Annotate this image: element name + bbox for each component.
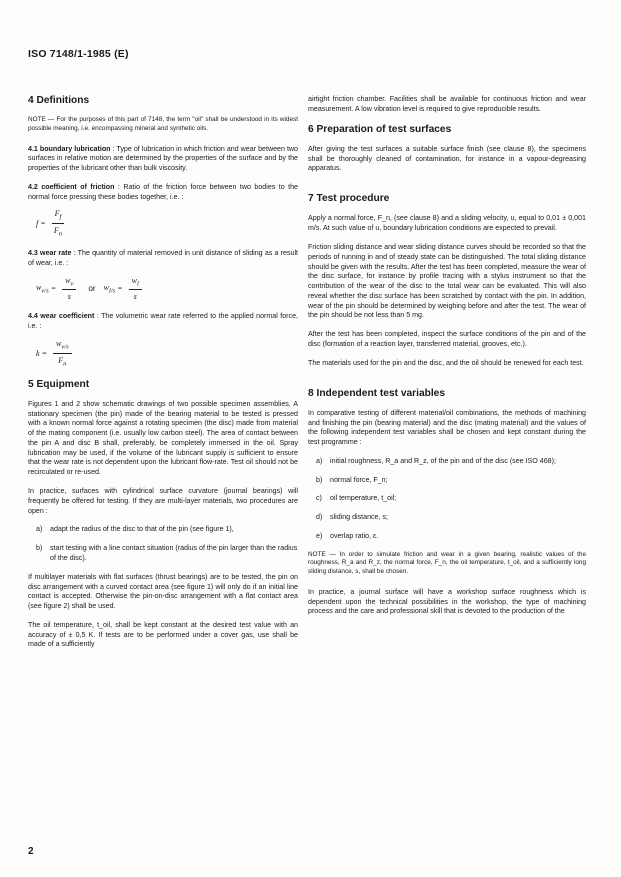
section-5-paragraph-2: In practice, surfaces with cylindrical surface curvature (journal bearings) will frequently be offered for testing. If they are multi-layer materials, two procedures are open : bbox=[28, 487, 298, 515]
definition-4-3 bbox=[28, 249, 298, 269]
section-5-title: 5 Equipment bbox=[28, 378, 90, 390]
continued-paragraph: airtight friction chamber. Facilities shall be available for continuous friction and wear measurement. A low vibration level is required to give reproducible results. bbox=[308, 95, 586, 113]
section-6-paragraph-1: After giving the test surfaces a suitable surface finish (see clause 8), the specimens shall be thoroughly cleaned of contamination, for instance in a vapour-degreasing apparatus. bbox=[308, 144, 586, 173]
section-7-paragraph-2: Friction sliding distance and wear sliding distance curves should be recorded so that the periods of running in and of steady state can be distinguished. The total sliding distance should be given with the results. After the test has been completed, measure the wear of the disc surface, for instance by profile tracing with a stylus instrument so that the contribution of the wear of the disc to the total wear can be evaluated. This will also reveal whether the disc surface has been scratched by contact with the pin. In addition, wear of the pin should be determined by weighing before and after the test. The wear of the pin should be not less than 5 mg. bbox=[308, 242, 586, 320]
list-item: a) adapt the radius of the disc to that of the pin (see figure 1), bbox=[36, 525, 234, 534]
definition-4-1-text: : Type of lubrication in which friction and wear between two surfaces in relative motion are determined by the properties of the surface and by the properties of the lubricant other than bulk viscosity. bbox=[28, 144, 298, 173]
section-5-paragraph-4: The oil temperature, t_oil, shall be kept constant at the desired test value with an accuracy of ± 0,5 K. If tests are to be performed under a cover gas, use shall be made of a sufficiently bbox=[28, 620, 298, 649]
list-item: c) oil temperature, t_oil; bbox=[316, 494, 397, 503]
definition-4-4-text: : The volumetric wear rate referred to the applied normal force, i.e. : bbox=[28, 312, 298, 331]
section-4-title: 4 Definitions bbox=[28, 95, 90, 106]
formula-lhs: f bbox=[36, 219, 39, 229]
formula-friction-coefficient: f = $\frac{F_f}{F_n}$ bbox=[36, 208, 298, 239]
document-header: ISO 7148/1-1985 (E) bbox=[28, 48, 129, 60]
section-7-paragraph-3: After the test has been completed, inspect the surface conditions of the pin and of the disc (formation of a reaction layer, transferred material, grooves, etc.). bbox=[308, 330, 586, 348]
section-8-list bbox=[308, 457, 586, 542]
definition-4-4-term: 4.4 wear coefficient bbox=[28, 312, 95, 321]
list-item: b) normal force, F_n; bbox=[316, 475, 388, 484]
left-column bbox=[28, 95, 298, 659]
section-7-title: 7 Test procedure bbox=[308, 193, 390, 205]
list-item: e) overlap ratio, ε. bbox=[316, 532, 379, 541]
section-4-note: NOTE — For the purposes of this part of 7148, the term "oil" shall be understood in its widest possible meaning, i.e. encompassing mineral and synthetic oils. bbox=[28, 116, 298, 132]
right-column bbox=[308, 95, 586, 626]
section-5-paragraph-3: If multilayer materials with flat surfaces (thrust bearings) are to be tested, the pin on disc arrangement with a curved contact area (see figure 1) will only do if an initial line contact is accepted. Otherwise the pin-on-disc arrangement with a flat contact area (see figure 2) shall be used. bbox=[28, 572, 298, 611]
list-item: d) sliding distance, s; bbox=[316, 513, 388, 522]
section-8-paragraph-1: In comparative testing of different material/oil combinations, the methods of machining and finishing the pin (bearing material) and the disc (mating material) and the values of the following independent test variables shall be chosen and kept constant during the test programme : bbox=[308, 408, 586, 447]
definition-4-2 bbox=[28, 183, 298, 203]
definition-4-1-term: 4.1 boundary lubrication bbox=[28, 144, 111, 153]
formula-wear-coefficient: k = $\frac{w_{v/s}}{F_n}$ bbox=[36, 338, 298, 369]
section-8-paragraph-2: In practice, a journal surface will have a workshop surface roughness which is dependent upon the technical possibilities in the workshop, the type of machining process and the care and professional skill that is devoted to the production of the bbox=[308, 587, 586, 616]
section-7-paragraph-1: Apply a normal force, F_n, (see clause 8) and a sliding velocity, u, equal to 0,01 ± 0,001 m/s. At such value of u, boundary lubrication conditions are expected to prevail. bbox=[308, 214, 586, 233]
section-5-paragraph-1: Figures 1 and 2 show schematic drawings of two possible specimen assemblies. A stationary specimen (the pin) made of the bearing material to be tested is pressed with a known normal force against a rotating specimen (the disc) made from material of the mating component (i.e. usually low carbon steel). The area of contact between the pin A and disc B shall, preferably, be completely immersed in the oil. Spray lubrication may be used, if the volume of the lubricant supply is sufficient to ensure that the wear rate is not dependent upon the lubricant flow-rate. Test oil should not be recirculated or re-used. bbox=[28, 399, 298, 477]
section-8-note: NOTE — In order to simulate friction and wear in a given bearing, realistic values of the roughness, R_a and R_z, the normal force, F_n, the oil temperature, t_oil, and a sufficiently long sliding distance, s, shall be chosen. bbox=[308, 550, 586, 576]
definition-4-4 bbox=[28, 312, 298, 332]
definition-4-3-term: 4.3 wear rate bbox=[28, 249, 72, 258]
definition-4-2-term: 4.2 coefficient of friction bbox=[28, 182, 115, 191]
definition-4-3-text: : The quantity of material removed in unit distance of sliding as a result of wear, i.e. : bbox=[28, 249, 298, 267]
list-item: a) initial roughness, R_a and R_z, of the pin and of the disc (see ISO 468); bbox=[316, 456, 556, 465]
definition-4-1 bbox=[28, 145, 298, 174]
formula-fraction: $\frac{F_f}{F_n}$ bbox=[52, 208, 65, 239]
formula-wear-rate: $w_{v/s}$ = $\frac{w_v}{s}$ or $w_{l/s}$ = $\frac{w_l}{s}$ bbox=[36, 275, 298, 303]
section-6-title: 6 Preparation of test surfaces bbox=[308, 123, 452, 135]
list-item: b) start testing with a line contact situation (radius of the pin larger than the radius of the disc). bbox=[36, 544, 298, 562]
page-number: 2 bbox=[28, 846, 34, 857]
section-8-title: 8 Independent test variables bbox=[308, 387, 446, 399]
section-5-list bbox=[28, 525, 298, 563]
section-7-paragraph-4: The materials used for the pin and the disc, and the oil should be renewed for each test. bbox=[308, 358, 584, 367]
definition-4-2-text: : Ratio of the friction force between two bodies to the normal force pressing these bodies together, i.e. : bbox=[28, 182, 298, 201]
